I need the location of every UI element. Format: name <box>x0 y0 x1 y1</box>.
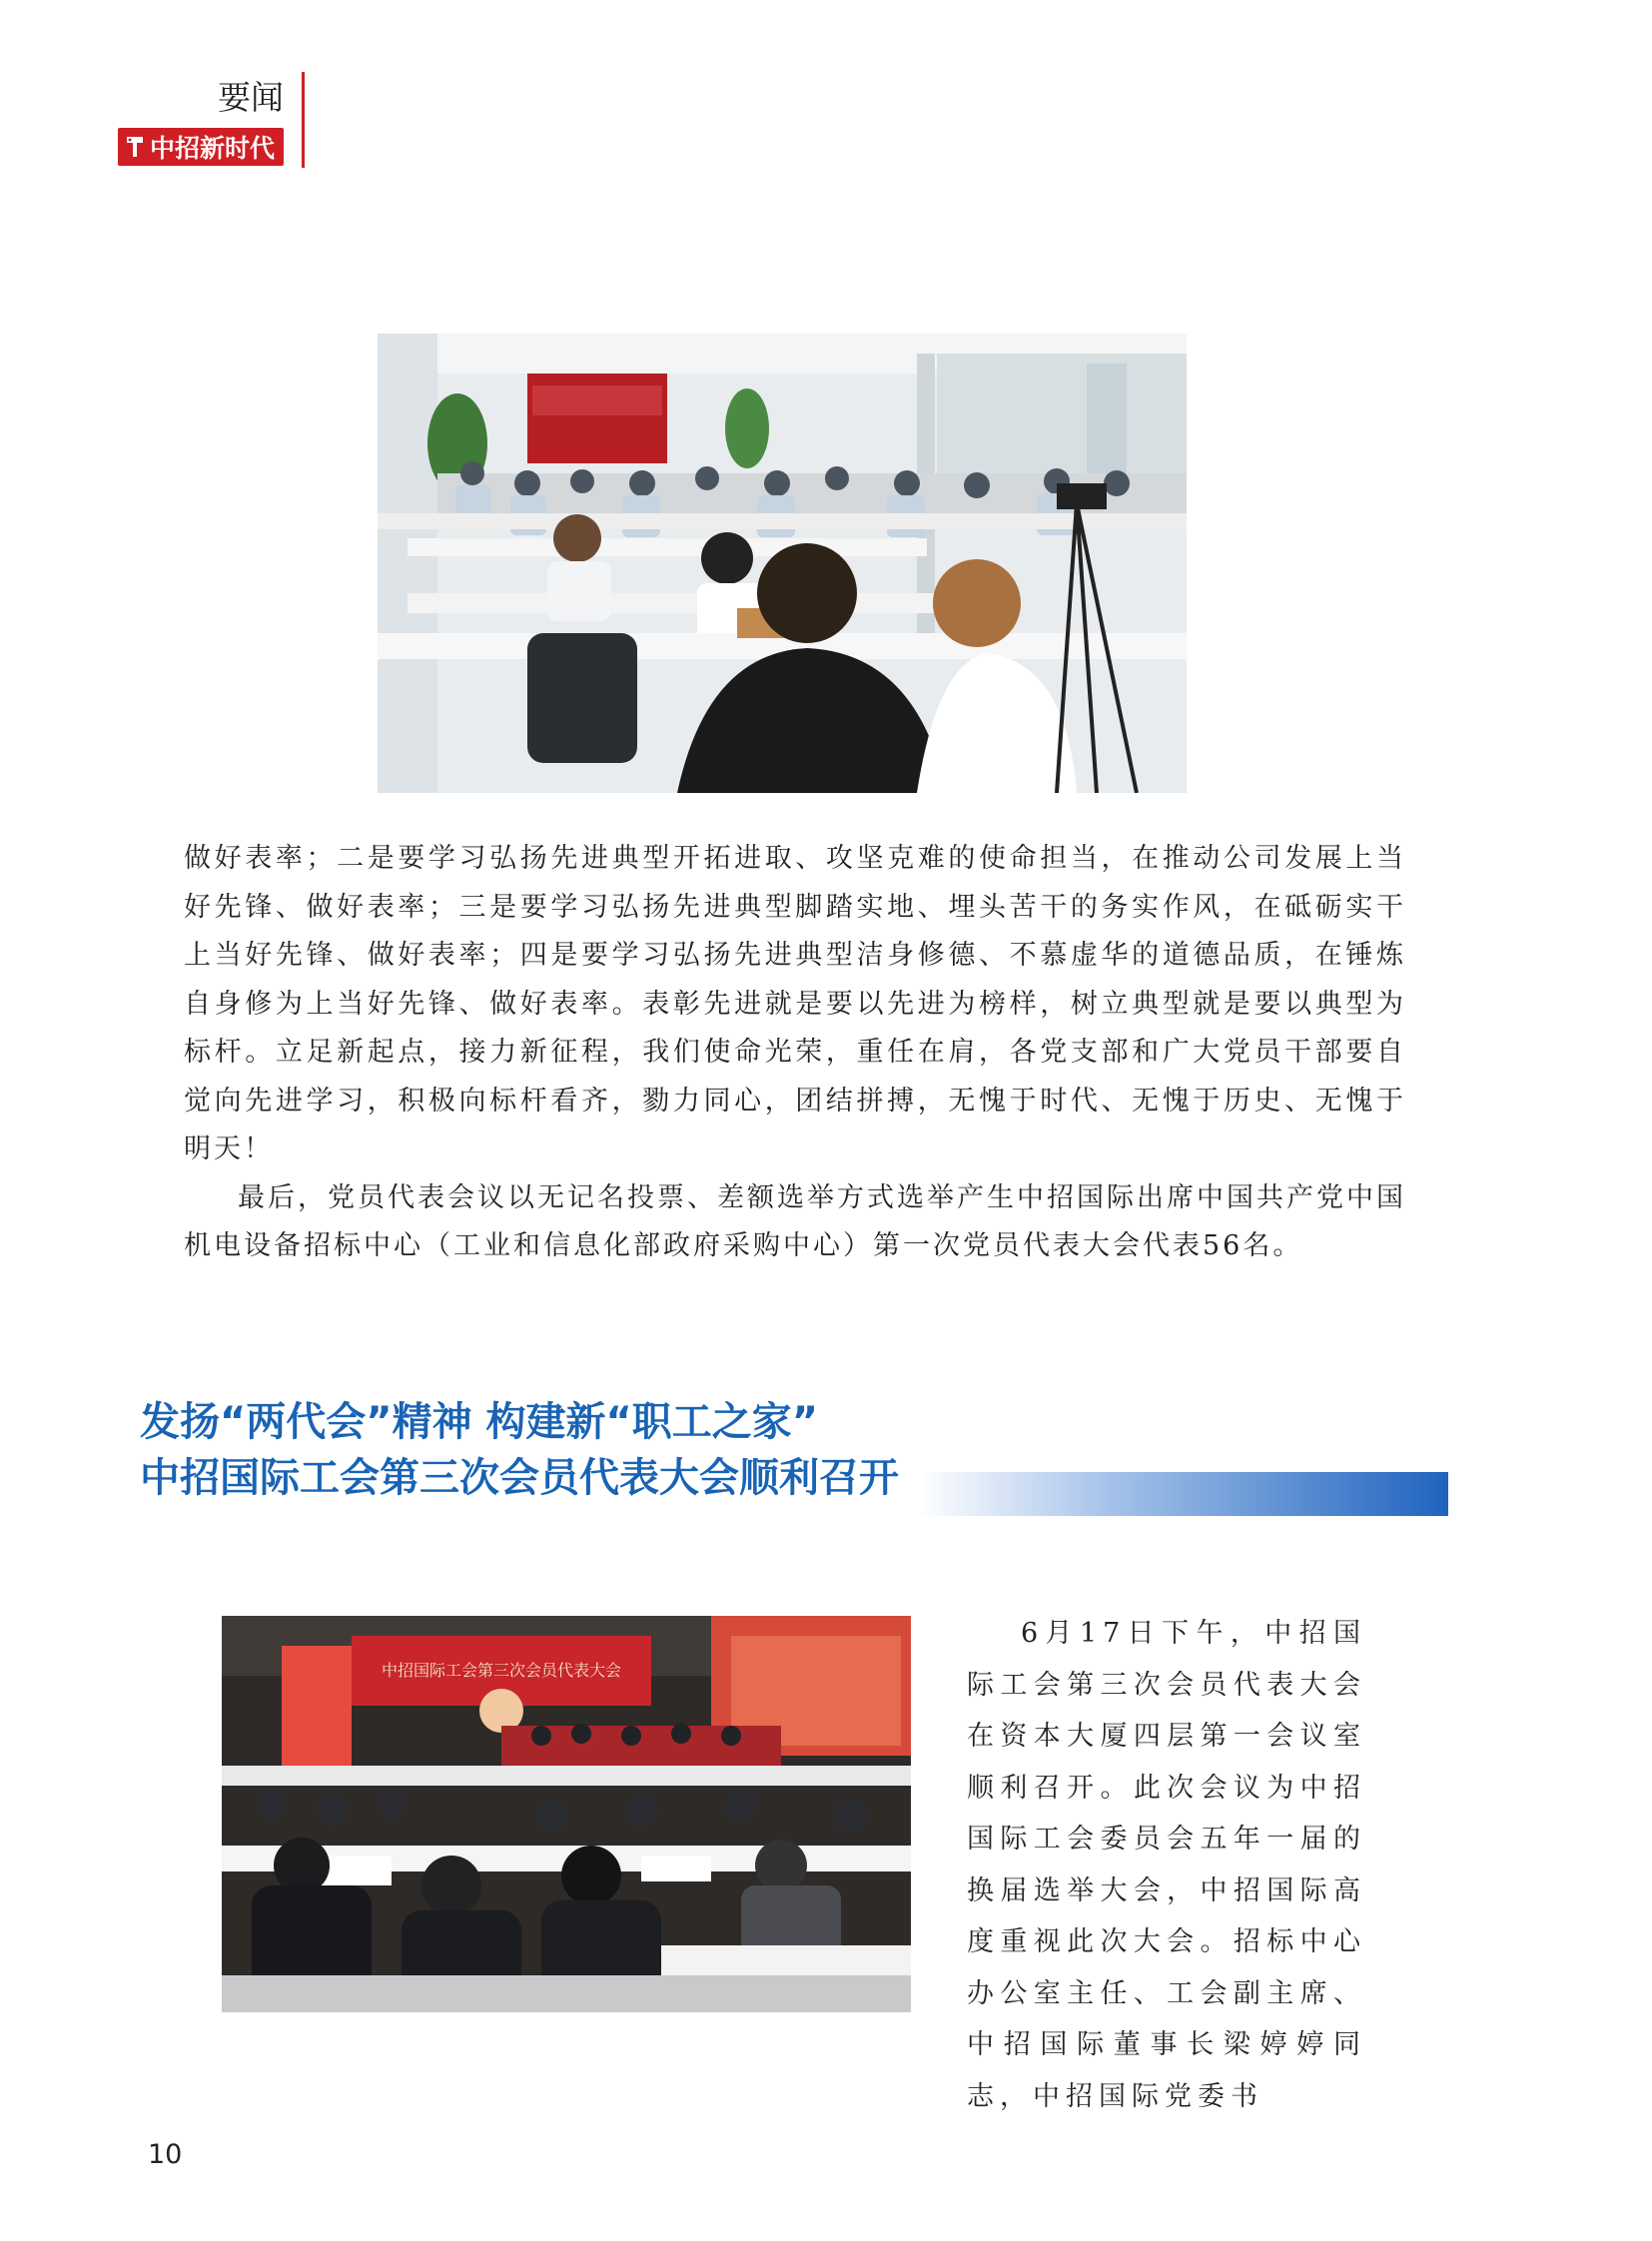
section-label: 要闻 <box>218 78 284 117</box>
article1-paragraph-1: 做好表率；二是要学习弘扬先进典型开拓进取、攻坚克难的使命担当，在推动公司发展上当好先锋、做好表率；三是要学习弘扬先进典型脚踏实地、埋头苦干的务实作风，在砥砺实干上当好先锋、做好表率；四是要学习弘扬先进典型洁身修德、不慕虚华的道德品质，在锤炼自身修为上当好先锋、做好表率。表彰先进就是要以先进为榜样，树立典型就是要以典型为标杆。立足新起点，接力新征程，我们使命光荣，重任在肩，各党支部和广大党员干部要自觉向先进学习，积极向标杆看齐，勠力同心，团结拼搏，无愧于时代、无愧于历史、无愧于明天！ <box>184 843 1406 1164</box>
headline-line-1: 发扬“两代会”精神 构建新“职工之家” <box>140 1399 819 1445</box>
article1-body <box>184 835 1406 1271</box>
banner-text: 中招国际工会第三次会员代表大会 <box>381 1661 622 1680</box>
brand-mark-icon <box>124 134 146 160</box>
article1-paragraph-2: 最后，党员代表会议以无记名投票、差额选举方式选举产生中招国际出席中国共产党中国机电设备招标中心（工业和信息化部政府采购中心）第一次党员代表大会代表56名。 <box>184 1181 1406 1261</box>
headline-gradient-bar <box>919 1472 1448 1516</box>
headline-line-2: 中招国际工会第三次会员代表大会顺利召开 <box>140 1455 899 1501</box>
page-number: 10 <box>148 2139 183 2170</box>
brand-name: 中招新时代 <box>150 134 276 163</box>
header-divider <box>302 72 305 168</box>
brand-logo <box>118 128 284 166</box>
meeting-photo-bottom <box>222 1616 911 2012</box>
meeting-photo-top <box>378 334 1187 793</box>
article2-headline <box>140 1394 899 1506</box>
article2-body: 6月17日下午，中招国际工会第三次会员代表大会在资本大厦四层第一会议室顺利召开。此次会议为中招国际工会委员会五年一届的换届选举大会，中招国际高度重视此次大会。招标中心办公室主任、工会副主席、中招国际董事长梁婷婷同志，中招国际党委书 <box>967 1618 1366 2112</box>
